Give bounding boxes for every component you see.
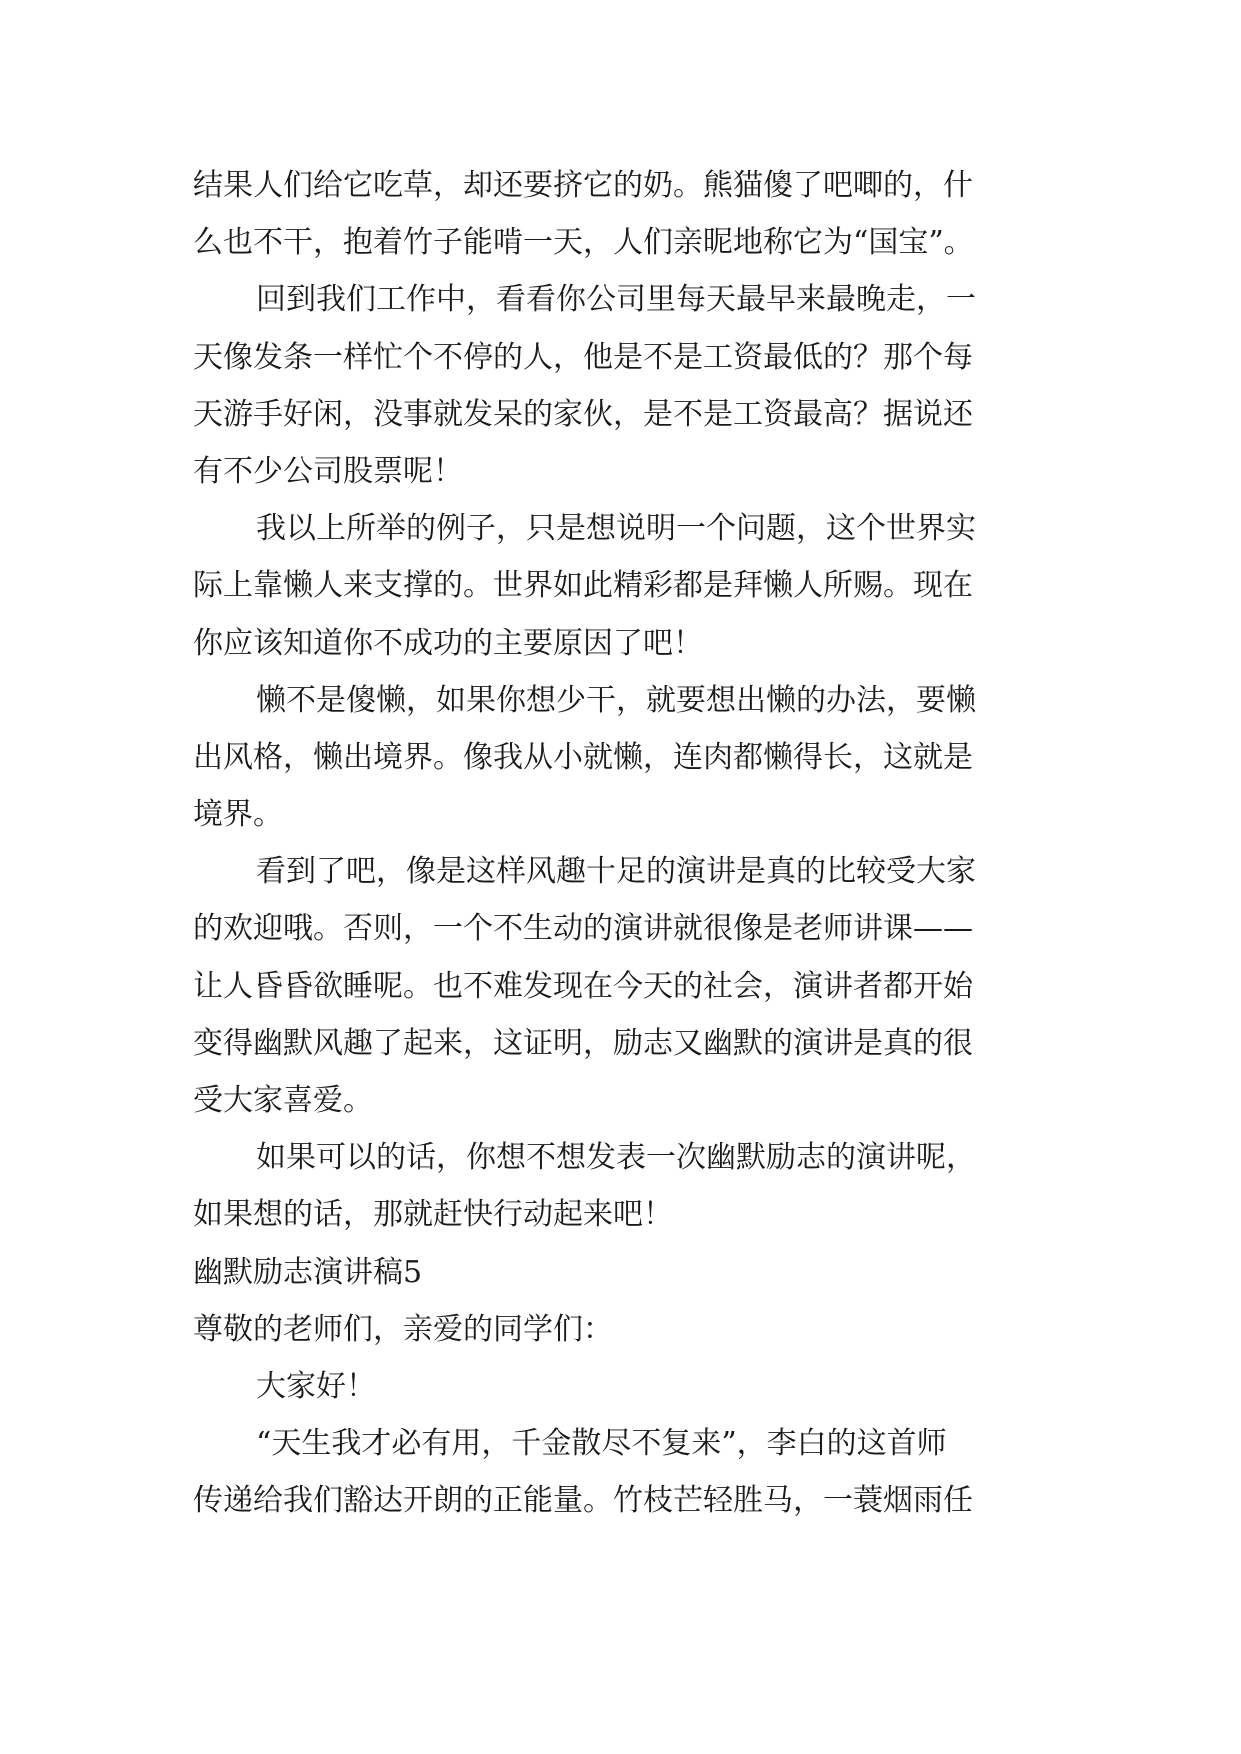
text-line: 结果人们给它吃草，却还要挤它的奶。熊猫傻了吧唧的，什 bbox=[193, 168, 973, 203]
text-line: 际上靠懒人来支撑的。世界如此精彩都是拜懒人所赐。现在 bbox=[193, 568, 973, 604]
text-line: 受大家喜爱。 bbox=[193, 1083, 373, 1118]
salutation-line: 尊敬的老师们，亲爱的同学们： bbox=[193, 1311, 613, 1347]
paragraph-start-line: 我以上所举的例子，只是想说明一个问题，这个世界实 bbox=[256, 511, 976, 547]
text-line: 变得幽默风趣了起来，这证明，励志又幽默的演讲是真的很 bbox=[193, 1025, 973, 1061]
paragraph-start-line: 看到了吧，像是这样风趣十足的演讲是真的比较受大家 bbox=[256, 854, 976, 890]
text-line: 天像发条一样忙个不停的人，他是不是工资最低的？那个每 bbox=[193, 339, 973, 375]
text-line: 天游手好闲，没事就发呆的家伙，是不是工资最高？据说还 bbox=[193, 396, 973, 432]
paragraph-start-line: 懒不是傻懒，如果你想少干，就要想出懒的办法，要懒 bbox=[256, 682, 976, 718]
text-line: 有不少公司股票呢！ bbox=[193, 453, 463, 489]
paragraph-start-line: “天生我才必有用，千金散尽不复来”，李白的这首师 bbox=[256, 1426, 947, 1462]
paragraph-start-line: 如果可以的话，你想不想发表一次幽默励志的演讲呢， bbox=[256, 1140, 976, 1176]
text-line: 传递给我们豁达开朗的正能量。竹枝芒轻胜马，一蓑烟雨任 bbox=[193, 1483, 973, 1519]
text-line: 么也不干，抱着竹子能啃一天，人们亲昵地称它为“国宝”。 bbox=[193, 225, 974, 261]
body-text bbox=[193, 157, 1093, 1530]
text-line: 境界。 bbox=[193, 797, 283, 833]
text-line: 如果想的话，那就赶快行动起来吧！ bbox=[193, 1197, 673, 1233]
text-line: 你应该知道你不成功的主要原因了吧！ bbox=[193, 625, 703, 661]
text-line: 出风格，懒出境界。像我从小就懒，连肉都懒得长，这就是 bbox=[193, 739, 973, 775]
text-line: 的欢迎哦。否则，一个不生动的演讲就很像是老师讲课—— bbox=[193, 911, 973, 947]
greeting-line: 大家好！ bbox=[256, 1368, 376, 1404]
text-line: 让人昏昏欲睡呢。也不难发现在今天的社会，演讲者都开始 bbox=[193, 968, 973, 1004]
section-heading: 幽默励志演讲稿5 bbox=[193, 1254, 423, 1290]
paragraph-start-line: 回到我们工作中，看看你公司里每天最早来最晚走，一 bbox=[256, 282, 976, 318]
